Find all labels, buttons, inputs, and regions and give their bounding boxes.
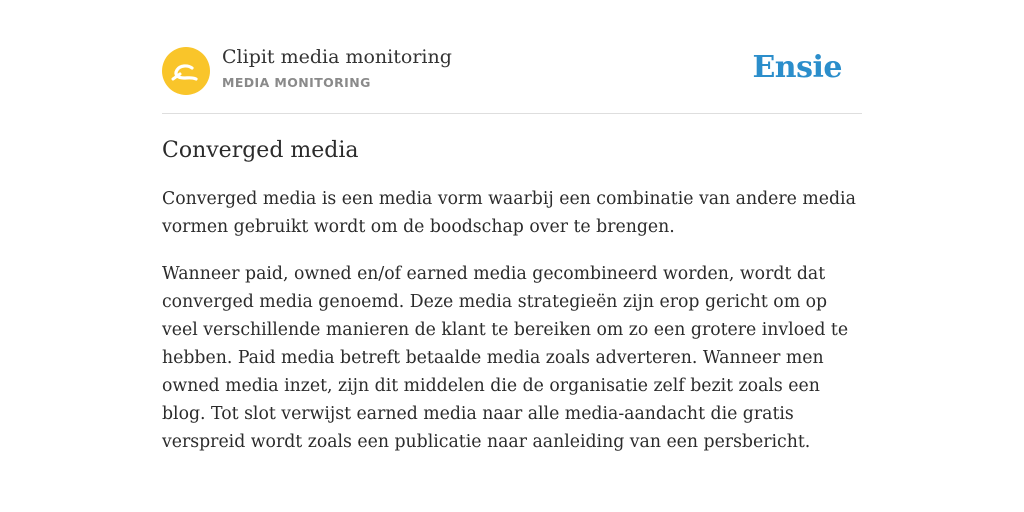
- header: [162, 40, 862, 114]
- brand-name[interactable]: Clipit media monitoring: [222, 46, 452, 68]
- article-paragraph: Wanneer paid, owned en/of earned media gecombineerd worden, wordt dat converged media genoemd. Deze media strategieën zijn erop gericht om op veel verschillende manieren de klant te bereiken om zo een grotere invloed te hebben. Paid media betreft betaalde media zoals adverteren. Wanneer men owned media inzet, zijn dit middelen die de organisatie zelf bezit zoals een blog. Tot slot verwijst earned media naar alle media-aandacht die gratis verspreid wordt zoals een publicatie naar aanleiding van een persbericht.: [162, 264, 849, 452]
- speech-bubble-icon: [162, 47, 210, 95]
- article-card: [162, 40, 862, 456]
- page-title: Converged media: [162, 138, 359, 163]
- site-logo[interactable]: Ensie: [752, 50, 842, 85]
- article-paragraph: Converged media is een media vorm waarbij een combinatie van andere media vormen gebruikt wordt om de boodschap over te brengen.: [162, 189, 856, 237]
- brand-logo[interactable]: [162, 47, 210, 95]
- brand-subtitle: MEDIA MONITORING: [222, 75, 371, 90]
